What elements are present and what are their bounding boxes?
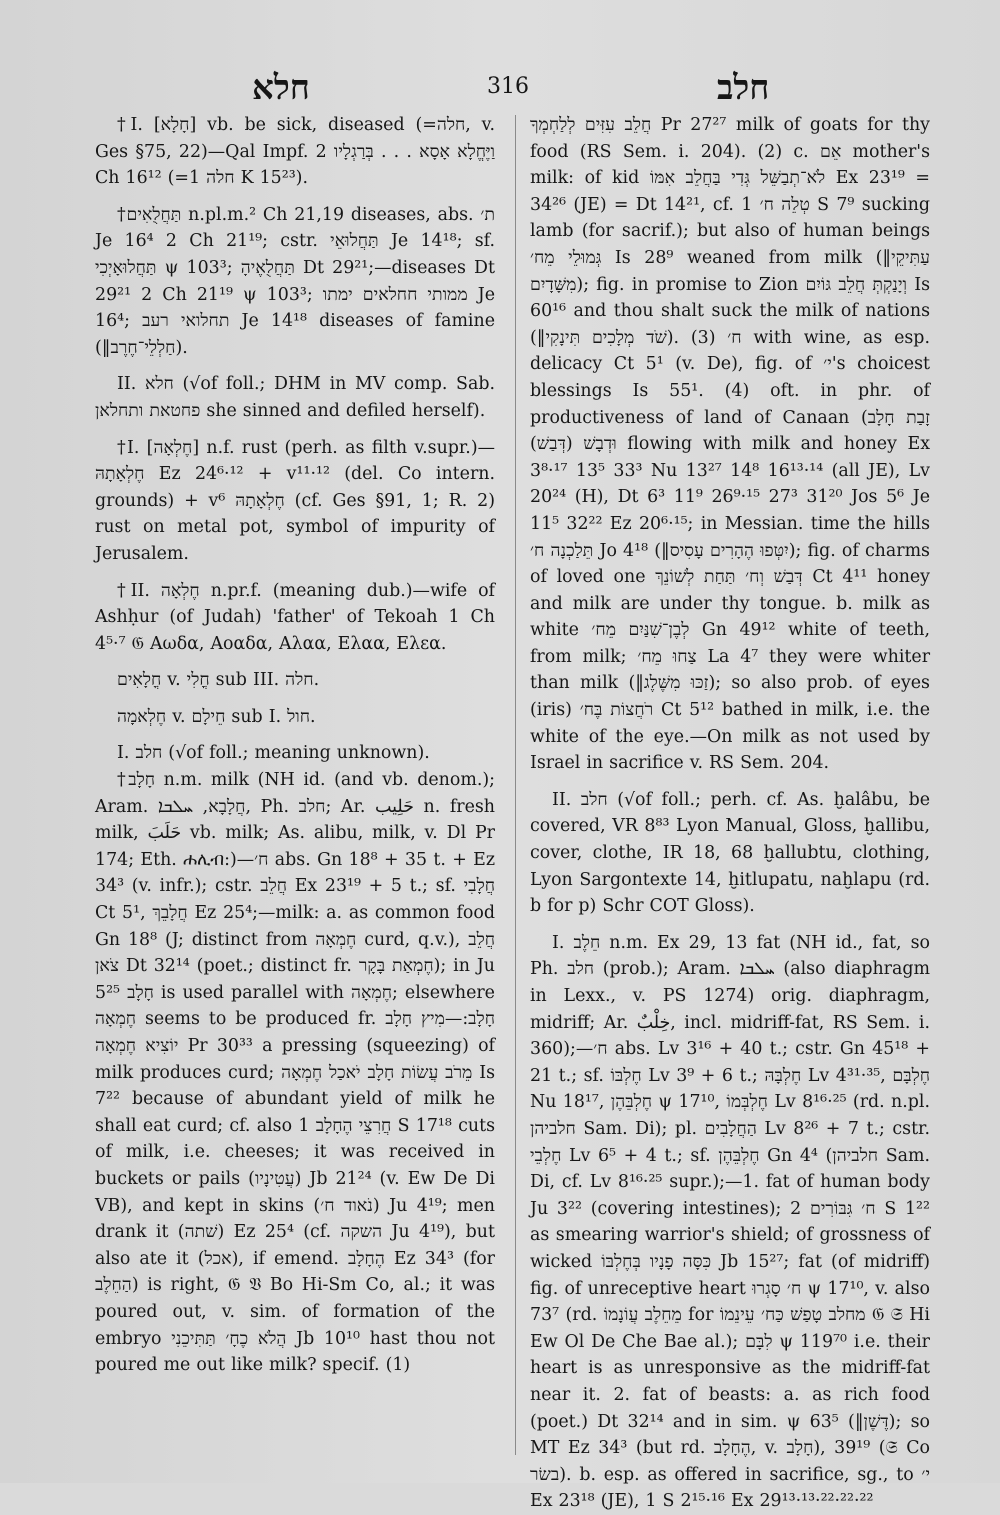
entry-chalav-milk: †חָלָב n.m. milk (NH id. (and vb. denom.); Aram. חֲלָבָא, ܚܠܒܐ, Ph. חלב; Ar. حَلِيب n. fresh milk, حَلَبَ vb. milk; As. alibu, milk, v. Dl Pr 174; Eth. ሐሊብ:)—ח׳ abs. Gn 18⁸ + 35 t. + Ez 34³ (v. infr.); cstr. חֲלֵב Ex 23¹⁹ + 5 t.; sf. חֲלָבִי Ct 5¹, חֲלָבֵךְ Ez 25⁴;—milk: a. as common food Gn 18⁸ (J; distinct from חֶמְאָה curd, q.v.), חֲלֵב צֹאן Dt 32¹⁴ (poet.; distinct fr. חֶמְאַת בָּקָר); in Ju 5²⁵ חָלָב is used parallel with חֶמְאָה; elsewhere חֶמְאָה seems to be produced fr. חָלָב:—מִיץ חָלָב יוֹצִיא חֶמְאָה Pr 30³³ a pressing (squeezing) of milk produces curd; מֵרֹב עֲשׂוֹת חָלָב יֹאכַל חֶמְאָה Is 7²² because of abundant yield of milk he shall eat curd; cf. also חֲרִצֵי הֶחָלָב 1 S 17¹⁸ cuts of milk, i.e. cheeses; it was received in buckets or pails (עֲטִינָיו) Jb 21²⁴ (v. Ew De Di VB), and kept in skins (נֹאוד ח׳) Ju 4¹⁹; men drank it (שׁתה) Ez 25⁴ (cf. השקה Ju 4¹⁹), but also ate it (אכל), if emend. הֶחָלָב Ez 34³ (for הַחֵלֶב) is right, 𝔊 𝔙 Bo Hi-Sm Co, al.; it was poured out, v. sim. of formation of the embryo הֲלֹא כֶחָ׳ תַּתִּיכֵנִי Jb 10¹⁰ hast thou not poured me out like milk? specif. (1): [95, 770, 496, 1376]
entry-chala-vb: †I. [חָלָא] vb. be sick, diseased (=חלה, v. Ges §75, 22)—Qal Impf. וַיֶּחֱלָא אָסָא . . . בְּרַגְלָיו 2 Ch 16¹² (=חלה 1 K 15²³).: [95, 115, 496, 189]
column-divider: [515, 115, 516, 1455]
entry-chelah-name: †II. חֶלְאָה n.pr.f. (meaning dub.)—wife of Ashḥur (of Judah) 'father' of Tekoah 1 Ch 4⁵·⁷ 𝔊 Αωδα, Αοαδα, Αλαα, Ελαα, Ελεα.: [95, 580, 495, 654]
entry-chalaim-ref: חֳלָאִים v. חֳלִי sub III. חלה.: [117, 670, 320, 691]
entry-chelev-fat: I. חֵלֶב n.m. Ex 29, 13 fat (NH id., fat, so Ph. חלב (prob.); Aram. ܚܠܒܐ (also diaphragm in Lexx., v. PS 1274) orig. diaphragm, midriff; Ar. خِلْبٌ, incl. midriff-fat, RS Sem. i. 360);—ח׳ abs. Lv 3¹⁶ + 40 t.; cstr. Gn 45¹⁸ + 21 t.; sf. חֶלְבּוֹ Lv 3⁹ + 6 t.; חֶלְבָּהּ Lv 4³¹·³⁵, חֶלְבָּם Nu 18¹⁷, חֶלְבֵּהֶן ψ 17¹⁰, חֶלְבְּמוֹ Lv 8¹⁶·²⁵ (rd. n.pl. חלביהן Sam. Di); pl. הַחֲלָבִים Lv 8²⁶ + 7 t.; cstr. חֶלְבֵי Lv 6⁵ + 4 t.; sf. חֶלְבֵּהֶן Gn 4⁴ (חלביהן Sam. Di, cf. Lv 8¹⁶·²⁵ supr.);—1. fat of human body Ju 3²² (covering intestines); ח׳ גִּבּוֹרִים 2 S 1²² as smearing warrior's shield; of grossness of wicked כִּסָּה פָנָיו בְּחֶלְבּוֹ Jb 15²⁷; fat (of midriff) fig. of unreceptive heart ח׳ סָגְרוּ ψ 17¹⁰, v. also 73⁷ (rd. מֵחֵלֶב עֲוֹנָמוֹ for מחלב טָפַשׁ כַּח׳ עֵינֵמוֹ 𝔊 𝔖 Hi Ew Ol De Che Bae al.); לִבָּם ψ 119⁷⁰ i.e. their heart is as unresponsive as the midriff-fat near it. 2. fat of beasts: a. as rich food (poet.) Dt 32¹⁴ and in sim. ψ 63⁵ (‖דֶּשֶׁן); so MT Ez 34³ (but rd. הֶחָלָב, v. חָלָב), 39¹⁹ (𝔖 Co בשׂר). b. esp. as offered in sacrifice, sg., to י׳ Ex 23¹⁸ (JE), 1 S 2¹⁵·¹⁶ Ex 29¹³·¹³·²²·²²·²²: [530, 932, 931, 1512]
left-column: [95, 112, 495, 1467]
entry-chelah-rust: †I. [חֶלְאָה] n.f. rust (perh. as filth v.supr.)—חֶלְאָתָהּ Ez 24⁶·¹² + v¹¹·¹² (del. Co intern. grounds) + v⁶ חֶלְאָתָהּ (cf. Ges §91, 1; R. 2) rust on metal pot, symbol of impurity of Jerusalem.: [95, 437, 496, 564]
entry-chlb-root-1: I. חלב (√of foll.; meaning unknown).: [117, 743, 430, 764]
running-head-left: חלא: [252, 68, 310, 108]
entry-chala-root-2: II. חלא (√of foll.; DHM in MV comp. Sab. פחטאת ותחלאן she sinned and defiled herself).: [95, 374, 496, 421]
right-column: [530, 112, 931, 1512]
entry-chlb-root-2: II. חלב (√of foll.; perh. cf. As. ḫalâbu, be covered, VR 8⁸³ Lyon Manual, Gloss, ḫallibu, cover, clothe, IR 18, 68 ḫallubtu, clothing, Lyon Sargontexte 14, ḫitlupatu, naḫlapu (rd. b for p) Schr COT Gloss).: [530, 789, 931, 917]
entry-chalav-continued: חֲלֵב עִזִּים לְלַחְמְךָ Pr 27²⁷ milk of goats for thy food (RS Sem. i. 204). (2) c. אֵם mother's milk: of kid לֹא־תְבַשֵּׁל גְּדִי בַּחֲלֵב אִמּוֹ Ex 23¹⁹ = 34²⁶ (JE) = Dt 14²¹, cf. טְלֵה ח׳ 1 S 7⁹ sucking lamb (for sacrif.); but also of human beings גְּמוּלֵי מֵח׳ Is 28⁹ weaned from milk (‖עַתִּיקֵי מִשָּׁדָיִם); fig. in promise to Zion וְיָנַקְתְּ חֲלֵב גּוֹיִם Is 60¹⁶ and thou shalt suck the milk of nations (‖שֹׁד מְלָכִים תִּינָקִי). (3) ח׳ with wine, as esp. delicacy Ct 5¹ (v. De), fig. of י׳'s choicest blessings Is 55¹. (4) oft. in phr. of productiveness of land of Canaan (זָבַת חָלָב וּדְבָשׁ (דְּבַשׁ) flowing with milk and honey Ex 3⁸·¹⁷ 13⁵ 33³ Nu 13²⁷ 14⁸ 16¹³·¹⁴ (all JE), Lv 20²⁴ (H), Dt 6³ 11⁹ 26⁹·¹⁵ 27³ 31²⁰ Jos 5⁶ Je 11⁵ 32²² Ez 20⁶·¹⁵; in Messian. time the hills תֵּלַכְנָה ח׳ Jo 4¹⁸ (‖יִטְּפוּ הֶהָרִים עָסִיס); fig. of charms of loved one דְּבַשׁ וְח׳ תַּחַת לְשׁוֹנֵךְ Ct 4¹¹ honey and milk are under thy tongue. b. milk as white לְבֶן־שִׁנַּיִם מֵח׳ Gn 49¹² white of teeth, from milk; צַחוּ מֵח׳ La 4⁷ they were whiter than milk (‖זַכּוּ מִשֶּׁלֶג); so also prob. of eyes (iris) רֹחֲצוֹת בֶּח׳ Ct 5¹² bathed in milk, i.e. the white of the eye.—On milk as not used by Israel in sacrifice v. RS Sem. 204.: [530, 115, 931, 774]
page-number: 316: [487, 74, 529, 99]
entry-tachaluim: †תַּחֲלֻאִים n.pl.m.² Ch 21,19 diseases, abs. ת׳ Je 16⁴ 2 Ch 21¹⁹; cstr. תַּחֲלוּאֵי Je 14¹⁸; sf. תַּחֲלוּאָיְכִי ψ 103³; תַּחֲלֻאֶיהָ Dt 29²¹;—diseases Dt 29²¹ 2 Ch 21¹⁹ ψ 103³; ממותי חחלאים ימתו Je 16⁴; תחלואי רעב Je 14¹⁸ diseases of famine (‖חַלְלֵי־חֶרֶב).: [95, 204, 496, 358]
running-head-right: חלב: [717, 68, 770, 108]
entry-chelamah-ref: חֶלְאמָה v. חֵילָם sub I. חול.: [117, 706, 316, 727]
